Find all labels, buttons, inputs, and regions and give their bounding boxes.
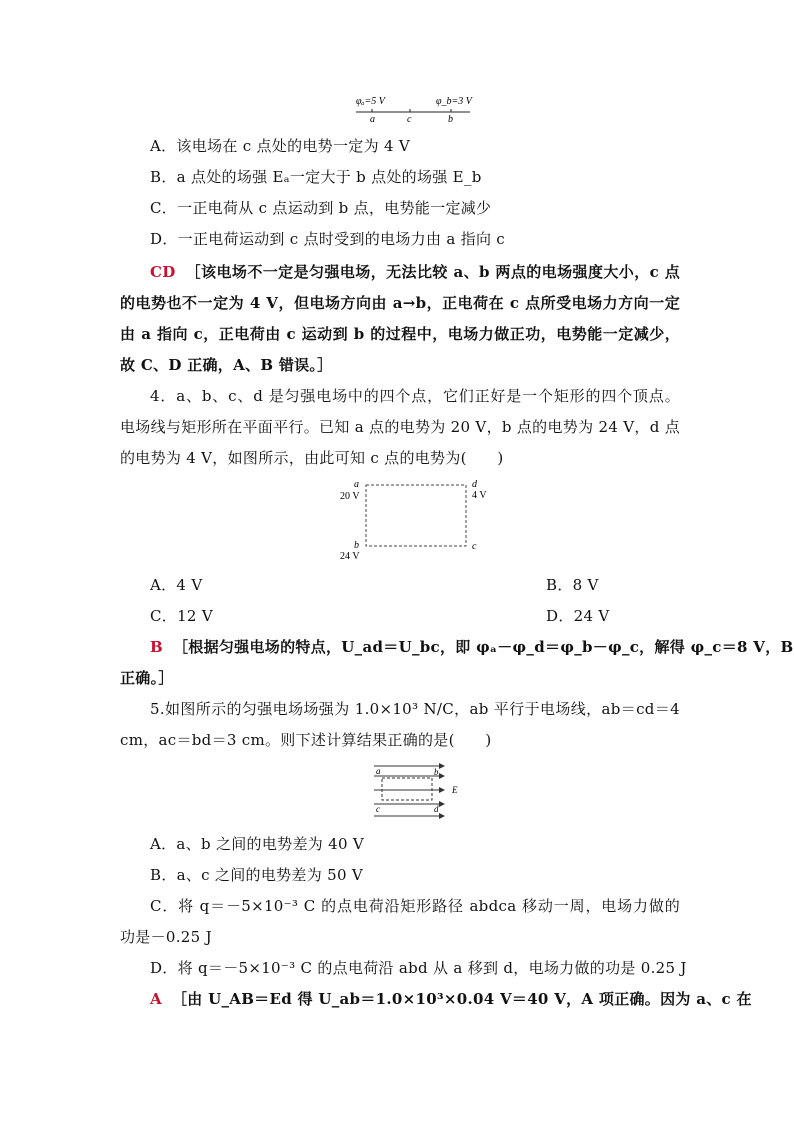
corner-a-label: a [376, 766, 381, 776]
vertex-b-potential: 24 V [340, 551, 360, 562]
potential-line-figure [350, 92, 475, 124]
q5-explain-line-1: A ［由 U_AB＝Ed 得 U_ab＝1.0×10³×0.04 V＝40 V，A 项正确。因为 a、c 在 [150, 990, 752, 1008]
corner-c-label: c [376, 804, 380, 814]
corner-d-label: d [434, 804, 439, 814]
q4-option-b: B．8 V [546, 576, 599, 594]
q5-answer: A [150, 990, 162, 1008]
q4-explain-line-2: 正确。］ [120, 669, 174, 687]
q3-answer: CD [150, 263, 176, 281]
q4-stem-line-3: 的电势为 4 V，如图所示，由此可知 c 点的电势为( ) [120, 449, 504, 467]
q3-option-d: D．一正电荷运动到 c 点时受到的电场力由 a 指向 c [150, 230, 506, 248]
q4-option-a: A．4 V [150, 576, 203, 594]
rectangle-figure [332, 476, 502, 566]
q3-option-c: C．一正电荷从 c 点运动到 b 点，电势能一定减少 [150, 199, 492, 217]
q3-explain-line-3: 由 a 指向 c，正电荷由 c 运动到 b 的过程中，电场力做正功，电势能一定减少， [120, 325, 680, 343]
q4-stem-line-2: 电场线与矩形所在平面平行。已知 a 点的电势为 20 V，b 点的电势为 24 V，d 点 [120, 418, 680, 436]
q5-option-b: B．a、c 之间的电势差为 50 V [150, 866, 363, 884]
vertex-c-label: c [472, 541, 477, 552]
phi-a-label: φₐ=5 V [356, 96, 385, 107]
q4-stem-line-1: 4．a、b、c、d 是匀强电场中的四个点，它们正好是一个矩形的四个顶点。 [150, 387, 680, 405]
vertex-d-label: d [472, 479, 477, 490]
vertex-a-label: a [354, 479, 359, 490]
q5-option-d: D．将 q＝－5×10⁻³ C 的点电荷沿 abd 从 a 移到 d，电场力做的功是 0.25 J [150, 959, 687, 977]
point-b-label: b [448, 114, 453, 124]
q4-explain-line-1: B ［根据匀强电场的特点，U_ad＝U_bc，即 φₐ－φ_d＝φ_b－φ_c，解得 φ_c＝8 V，B [150, 638, 794, 656]
q3-explain-line-2: 的电势也不一定为 4 V，但电场方向由 a→b，正电荷在 c 点所受电场力方向一定 [120, 294, 680, 312]
vertex-b-label: b [354, 540, 359, 551]
q4-option-row-2 [150, 606, 710, 626]
dashed-rectangle [366, 485, 466, 546]
q4-option-row-1 [150, 575, 710, 595]
point-a-label: a [370, 114, 375, 124]
q3-explain-line-1: CD ［该电场不一定是匀强电场，无法比较 a、b 两点的电场强度大小，c 点 [150, 263, 680, 281]
vertex-a-potential: 20 V [340, 491, 360, 502]
phi-b-label: φ_b=3 V [436, 96, 472, 107]
q5-option-c-line-2: 功是－0.25 J [120, 928, 212, 946]
q4-answer: B [150, 638, 163, 656]
q3-explain-line-4: 故 C、D 正确，A、B 错误。］ [120, 356, 333, 374]
field-e-label: E [452, 785, 458, 795]
q3-option-b: B．a 点处的场强 Eₐ一定大于 b 点处的场强 E_b [150, 168, 482, 186]
point-c-label: c [407, 114, 412, 124]
q3-option-a: A．该电场在 c 点处的电势一定为 4 V [150, 137, 410, 155]
q4-option-d: D．24 V [546, 607, 610, 625]
uniform-field-figure [368, 760, 468, 824]
q5-stem-line-1: 5.如图所示的匀强电场场强为 1.0×10³ N/C，ab 平行于电场线，ab＝cd＝4 [150, 700, 680, 718]
vertex-d-potential: 4 V [472, 490, 487, 501]
q5-option-a: A．a、b 之间的电势差为 40 V [150, 835, 365, 853]
path-rectangle [382, 778, 432, 800]
corner-b-label: b [434, 767, 439, 777]
q4-option-c: C．12 V [150, 607, 213, 625]
q5-option-c-line-1: C．将 q＝－5×10⁻³ C 的点电荷沿矩形路径 abdca 移动一周，电场力做的 [150, 897, 680, 915]
q5-stem-line-2: cm，ac＝bd＝3 cm。则下述计算结果正确的是( ) [120, 731, 492, 749]
